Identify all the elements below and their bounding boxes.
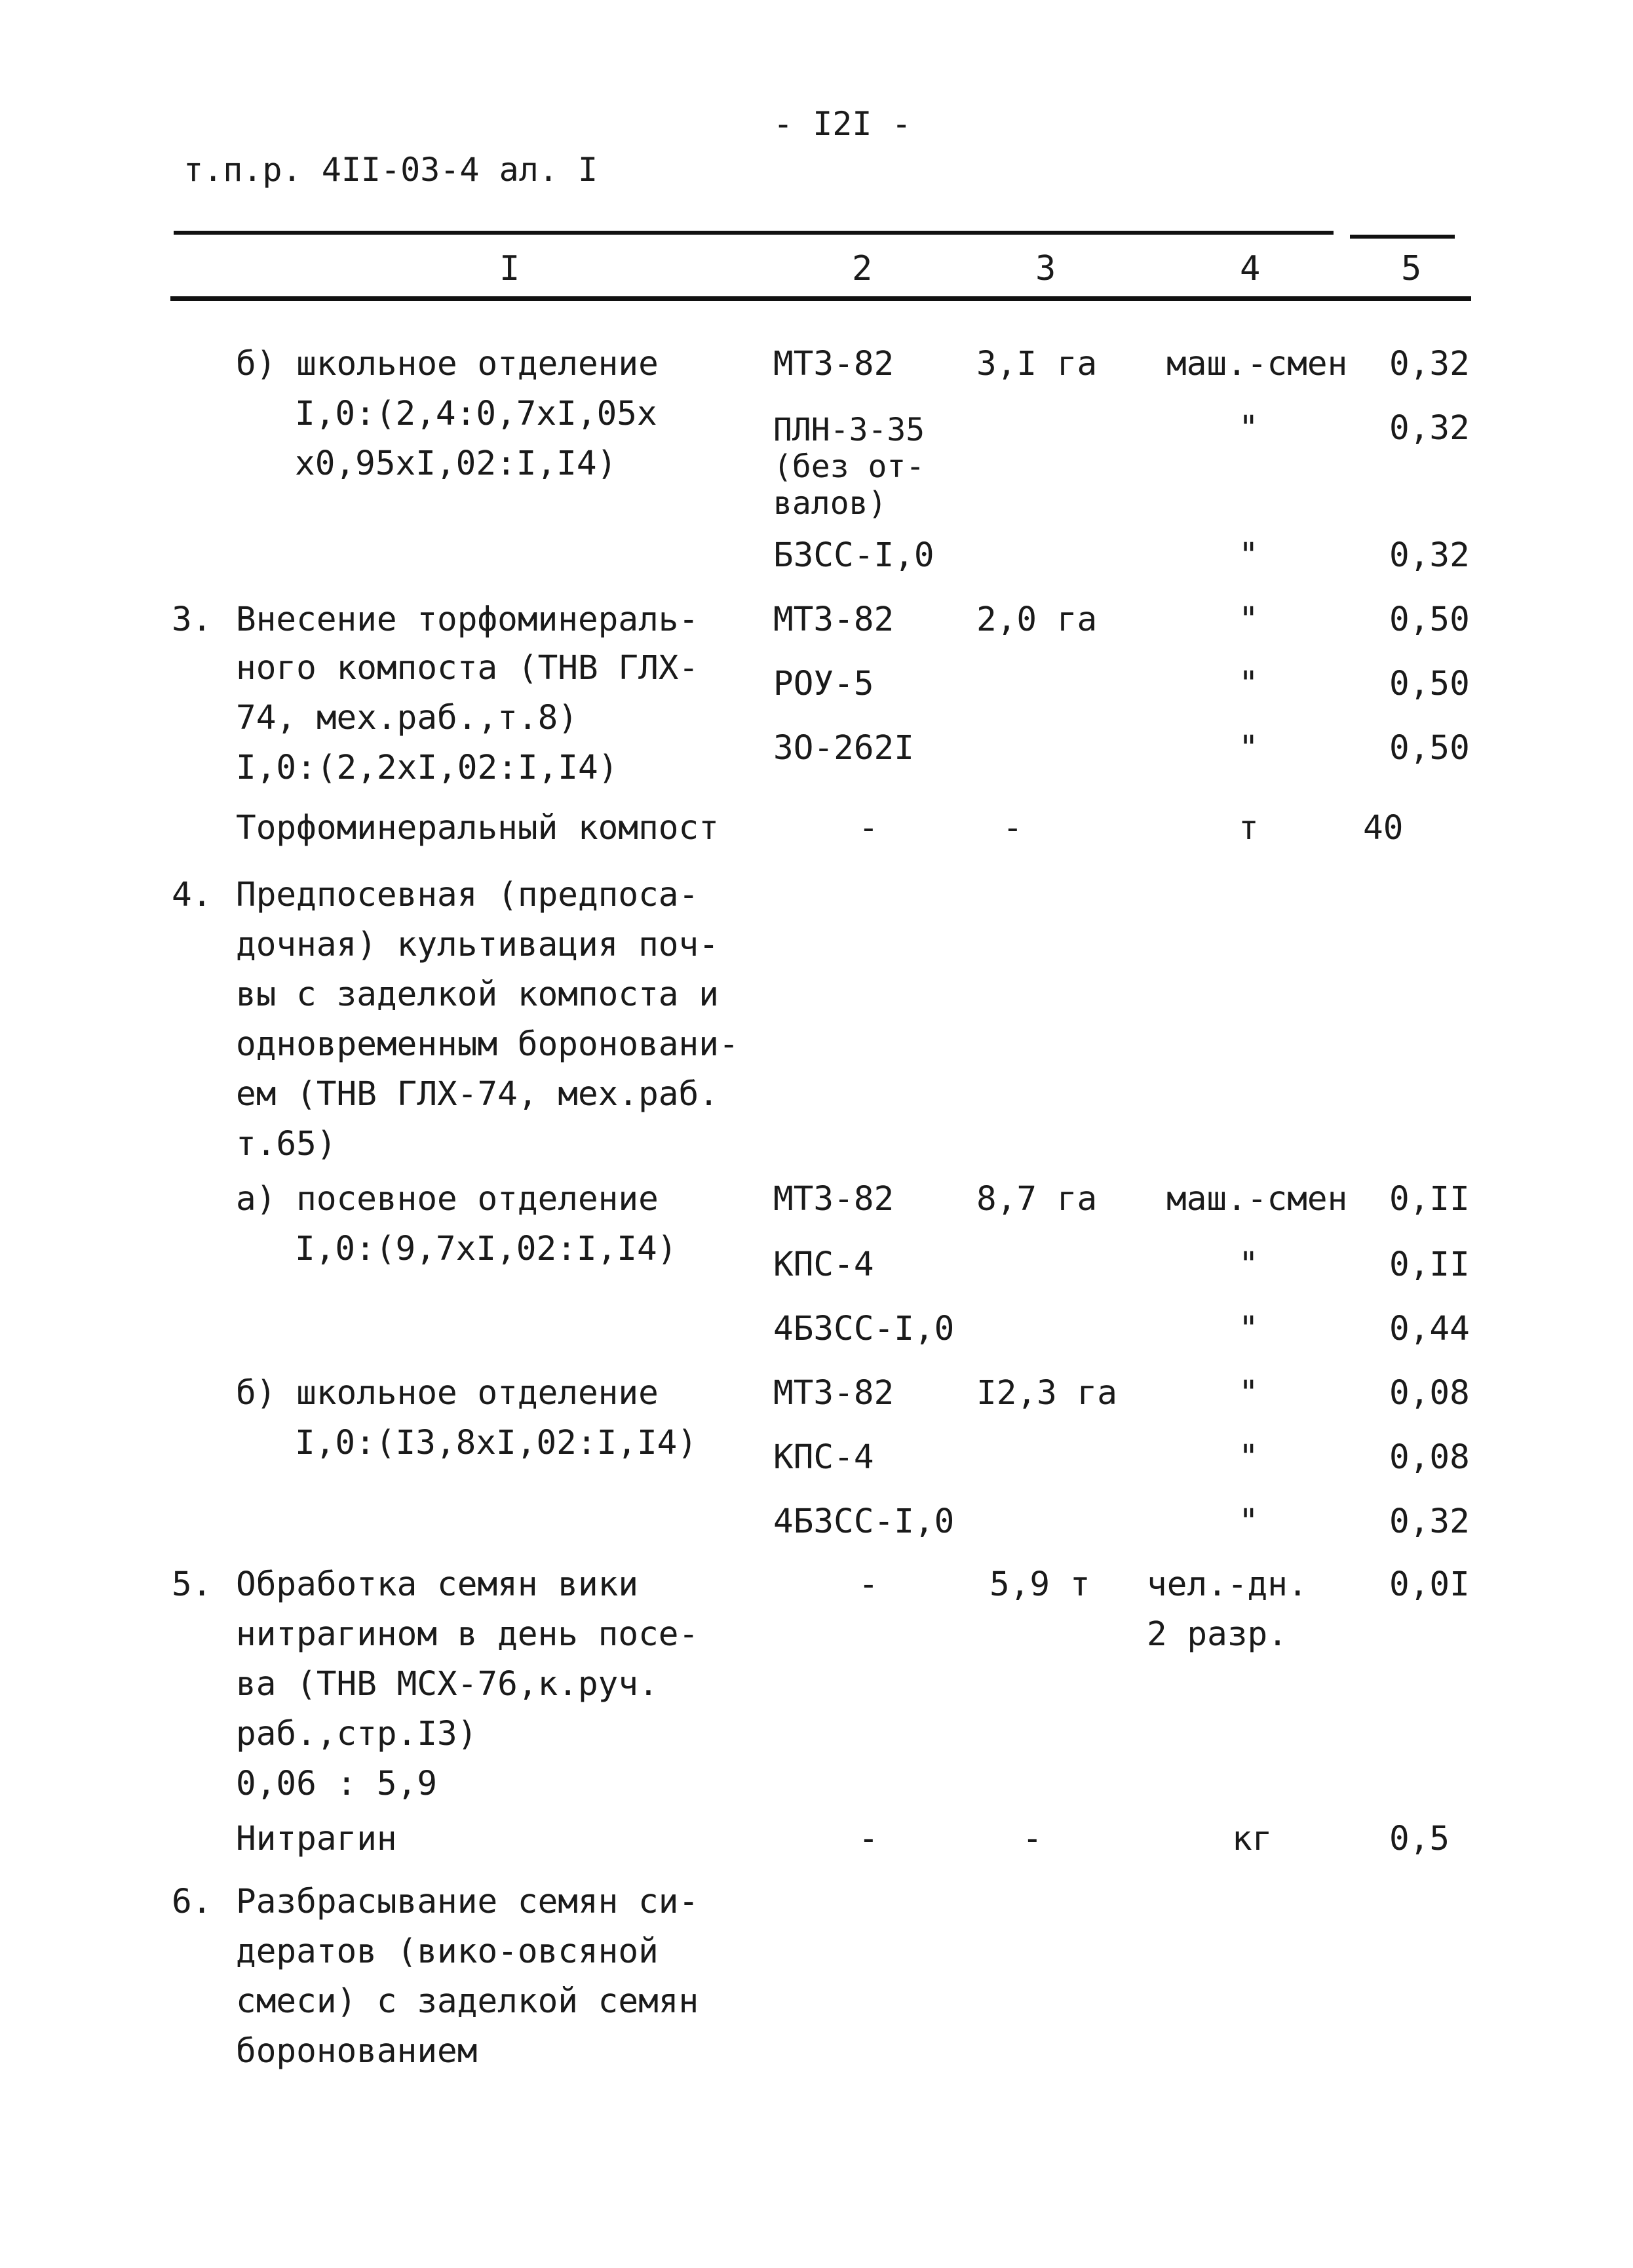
row13-value: 0,08: [1389, 1438, 1470, 1477]
row6-unit: ": [1239, 729, 1259, 768]
row5-operation: ного компоста (ТНВ ГЛХ-: [236, 649, 699, 688]
item-5-number: 5.: [172, 1565, 212, 1604]
row14-machine: 4БЗСС-I,0: [773, 1502, 955, 1541]
row10-formula: I,0:(9,7xI,02:I,I4): [295, 1230, 678, 1268]
row15-value: 0,0I: [1389, 1565, 1470, 1604]
row12-operation: б) школьное отделение: [236, 1374, 659, 1413]
row10-value: 0,II: [1389, 1245, 1470, 1284]
row15-machine: -: [858, 1565, 879, 1604]
row11-unit: ": [1239, 1310, 1259, 1348]
row16-machine: -: [858, 1820, 879, 1858]
row10-unit: ": [1239, 1245, 1259, 1284]
row15-operation: Обработка семян вики нитрагином в день посе- ва (ТНВ МСХ-76,к.руч. раб.,стр.I3) 0,06 : 5,9: [236, 1565, 699, 1803]
row7-material: Торфоминеральный компост: [236, 809, 719, 848]
row8-operation: Предпосевная (предпоса- дочная) культивация поч- вы с заделкой компоста и одновременным бороновани- ем (ТНВ ГЛХ-74, мех.раб. т.65): [236, 876, 739, 1163]
row6-machine: ЗО-262I: [773, 729, 914, 768]
row7-machine: -: [858, 809, 879, 848]
row10-machine: КПС-4: [773, 1245, 874, 1284]
row9-operation: а) посевное отделение: [236, 1180, 659, 1219]
row3-unit: ": [1239, 536, 1259, 575]
row1-unit: маш.-смен: [1166, 345, 1348, 383]
item-6-number: 6.: [172, 1883, 212, 1921]
row3-value: 0,32: [1389, 536, 1470, 575]
row7-value: 40: [1363, 809, 1404, 848]
row12-value: 0,08: [1389, 1374, 1470, 1413]
document-id: т.п.р. 4II-03-4 ал. I: [183, 151, 598, 189]
header-col-3: 3: [1035, 249, 1056, 288]
page-number: - I2I -: [773, 105, 912, 143]
row13-formula: I,0:(I3,8xI,02:I,I4): [295, 1424, 698, 1462]
item-4-number: 4.: [172, 876, 212, 914]
row7-volume: -: [1003, 809, 1023, 848]
row15-unit: чел.-дн. 2 разр.: [1147, 1565, 1308, 1654]
row9-machine: МТЗ-82: [773, 1180, 894, 1219]
row16-volume: -: [1022, 1820, 1043, 1858]
row13-machine: КПС-4: [773, 1438, 874, 1477]
row5-unit: ": [1239, 665, 1259, 703]
row9-value: 0,II: [1389, 1180, 1470, 1219]
row1-operation: б) школьное отделение: [236, 345, 659, 383]
row12-machine: МТЗ-82: [773, 1374, 894, 1413]
row5-value: 0,50: [1389, 665, 1470, 703]
row6-value: 0,50: [1389, 729, 1470, 768]
row16-value: 0,5: [1389, 1820, 1450, 1858]
row11-value: 0,44: [1389, 1310, 1470, 1348]
row11-machine: 4БЗСС-I,0: [773, 1310, 955, 1348]
row1-value: 0,32: [1389, 345, 1470, 383]
row12-volume: I2,3 га: [976, 1374, 1117, 1413]
row4-unit: ": [1239, 600, 1259, 639]
row7-unit: т: [1239, 809, 1259, 848]
row1-formula: I,0:(2,4:0,7xI,05x x0,95xI,02:I,I4): [295, 395, 657, 483]
row2-value: 0,32: [1389, 409, 1470, 448]
header-col-5: 5: [1401, 249, 1422, 288]
row1-machine: МТЗ-82: [773, 345, 894, 383]
row16-unit: кг: [1232, 1820, 1273, 1858]
row9-volume: 8,7 га: [976, 1180, 1098, 1219]
row4-volume: 2,0 га: [976, 600, 1098, 639]
row5-machine: РОУ-5: [773, 665, 874, 703]
row15-volume: 5,9 т: [989, 1565, 1090, 1604]
item-3-number: 3.: [172, 600, 212, 639]
table-top-rule-right: [1350, 235, 1455, 239]
row9-unit: маш.-смен: [1166, 1180, 1348, 1219]
row17-operation: Разбрасывание семян си- дератов (вико-овсяной смеси) с заделкой семян боронованием: [236, 1883, 699, 2071]
row4-value: 0,50: [1389, 600, 1470, 639]
row12-unit: ": [1239, 1374, 1259, 1413]
header-col-4: 4: [1240, 249, 1261, 288]
row2-machine: ПЛН-3-35 (без от- валов): [773, 412, 925, 522]
row1-volume: 3,I га: [976, 345, 1098, 383]
row4-operation: Внесение торфоминераль-: [236, 600, 699, 639]
row6-operation: 74, мех.раб.,т.8) I,0:(2,2xI,02:I,I4): [236, 699, 619, 787]
header-col-2: 2: [852, 249, 873, 288]
header-col-1: I: [499, 249, 520, 288]
table-top-rule: [174, 231, 1334, 235]
row13-unit: ": [1239, 1438, 1259, 1477]
row16-material: Нитрагин: [236, 1820, 397, 1858]
row2-unit: ": [1239, 409, 1259, 448]
row14-value: 0,32: [1389, 1502, 1470, 1541]
row4-machine: МТЗ-82: [773, 600, 894, 639]
row3-machine: БЗСС-I,0: [773, 536, 934, 575]
row14-unit: ": [1239, 1502, 1259, 1541]
header-bottom-rule: [170, 296, 1471, 301]
